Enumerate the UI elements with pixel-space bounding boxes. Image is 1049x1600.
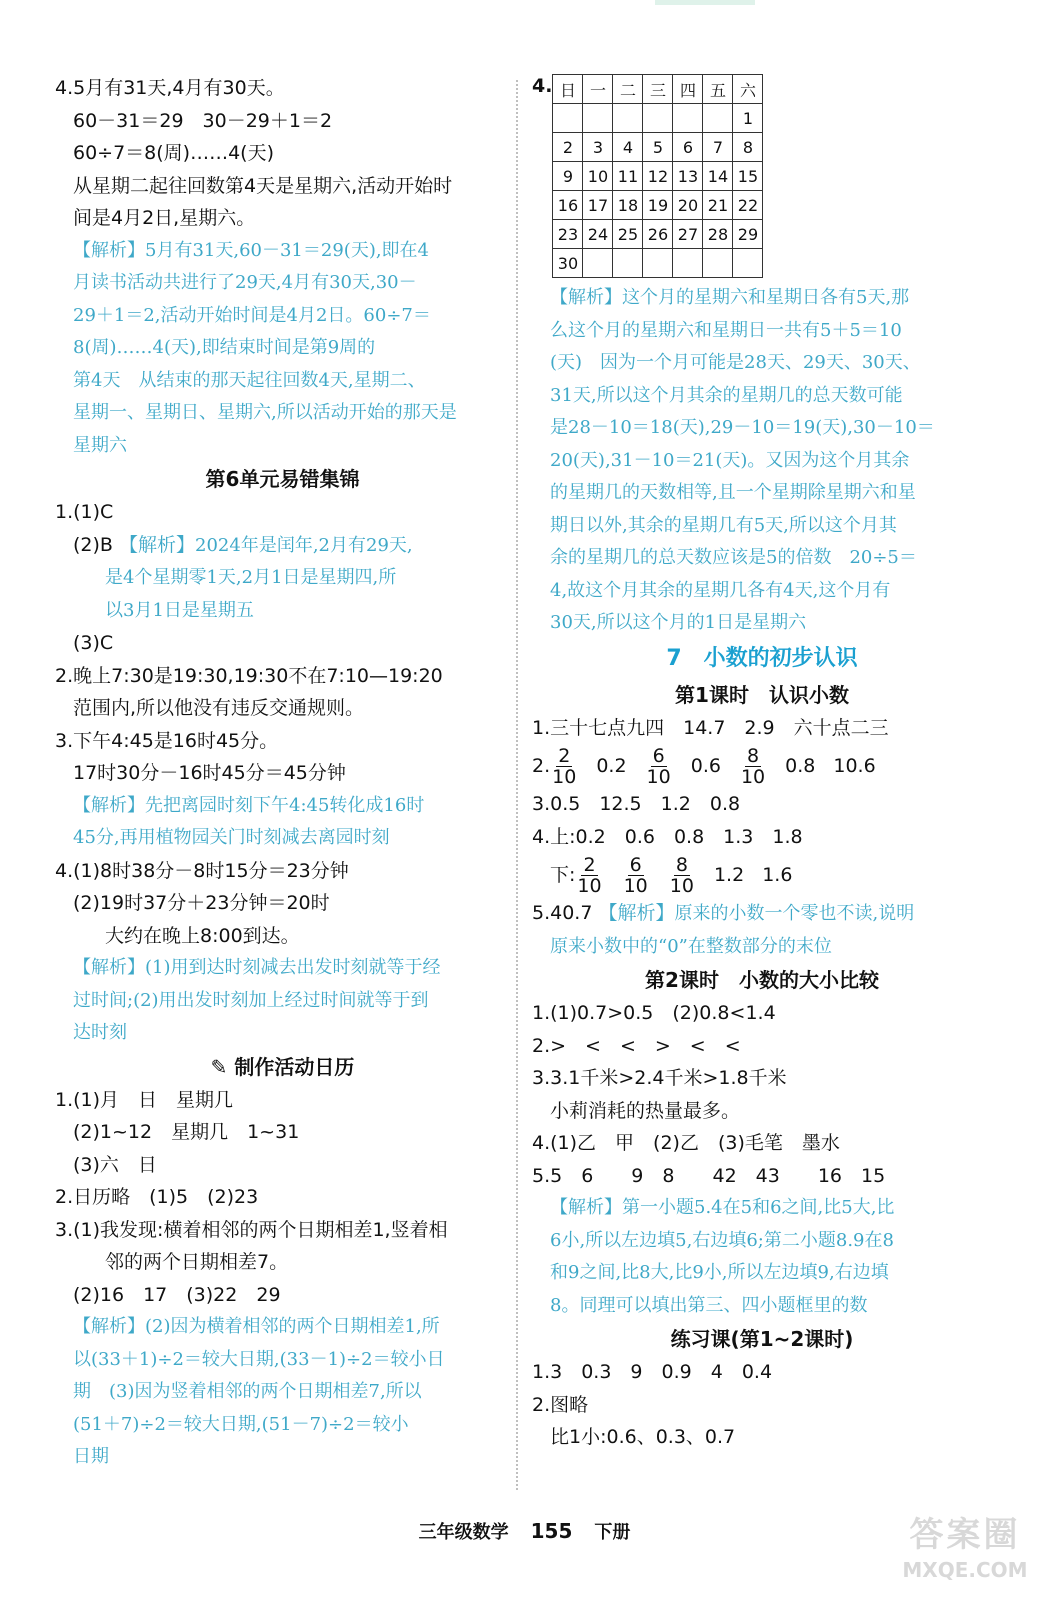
calendar-weekday-cell: 一: [583, 75, 613, 104]
calendar-table: [552, 74, 763, 278]
calendar-day-cell: 14: [703, 162, 733, 191]
answer-line: 3.0.5 12.5 1.2 0.8: [532, 793, 741, 815]
calendar-weekday-cell: 四: [673, 75, 703, 104]
explanation-tag: 【解析】: [119, 533, 196, 556]
calendar-day-cell: 9: [553, 162, 583, 191]
explanation-line: 以(33＋1)÷2＝较大日期,(33－1)÷2＝较小日: [73, 1348, 445, 1370]
calendar-day-cell: 13: [673, 162, 703, 191]
calendar-day-cell: [613, 249, 643, 278]
explanation-line: 以3月1日是星期五: [105, 599, 254, 621]
calendar-weekday-cell: 三: [643, 75, 673, 104]
decimal-value: 1.6: [762, 864, 793, 886]
explanation-line: 29＋1＝2,活动开始时间是4月2日。60÷7＝: [73, 304, 431, 326]
watermark-logo: [900, 1512, 1030, 1592]
calendar-weekday-cell: 二: [613, 75, 643, 104]
calendar-day-cell: [613, 104, 643, 133]
explanation-line: 期 (3)因为竖着相邻的两个日期相差7,所以: [73, 1381, 422, 1402]
answer-line: 比1小:0.6、0.3、0.7: [550, 1426, 736, 1448]
calendar-day-cell: [643, 249, 673, 278]
answer-line: 3.(1)我发现:横着相邻的两个日期相差1,竖着相: [55, 1218, 448, 1241]
answer-line: (2)19时37分＋23分钟＝20时: [73, 892, 330, 914]
calendar-day-cell: 30: [553, 249, 583, 278]
calendar-day-cell: 27: [673, 220, 703, 249]
explanation-line: 过时间;(2)用出发时刻加上经过时间就等于到: [73, 989, 429, 1011]
explanation-line: 日期: [73, 1446, 109, 1467]
answer-line: 大约在晚上8:00到达。: [105, 924, 300, 947]
fraction-answer-line: 下: $\frac{2}{10}$ $\frac{6}{10}$ $\frac{8}{10}$ 1.2 1.6: [550, 854, 793, 897]
explanation-line: 达时刻: [73, 1022, 127, 1043]
fraction: $\frac{6}{10}$: [623, 854, 648, 897]
calendar-day-cell: 21: [703, 191, 733, 220]
answer-line: (3)六 日: [73, 1153, 157, 1176]
answer-line: 1.三十七点九四 14.7 2.9 六十点二三: [532, 716, 889, 739]
answer-line: 2.晚上7:30是19:30,19:30不在7:10—19:20: [55, 664, 443, 687]
calendar-day-cell: 22: [733, 191, 763, 220]
calendar-row: [553, 133, 763, 162]
explanation-line: 20(天),31－10＝21(天)。又因为这个月其余: [550, 449, 910, 471]
footer-volume: 下册: [594, 1522, 631, 1543]
section-heading: ✎ 制作活动日历: [210, 1054, 355, 1079]
calendar-day-cell: [673, 104, 703, 133]
explanation-line: 8。同理可以填出第三、四小题框里的数: [550, 1294, 868, 1316]
calendar-day-cell: [553, 104, 583, 133]
explanation-line: 【解析】这个月的星期六和星期日各有5天,那: [550, 287, 910, 308]
right-column: [532, 72, 992, 1454]
answer-line: 4.5月有31天,4月有30天。: [55, 77, 285, 99]
answer-line: 4.(1)8时38分－8时15分＝23分钟: [55, 859, 349, 882]
explanation-line: 8(周)……4(天),即结束时间是第9周的: [73, 337, 376, 358]
explanation-line: 【解析】(2)因为横着相邻的两个日期相差1,所: [73, 1316, 440, 1337]
answer-line: (2)1~12 星期几 1~31: [73, 1121, 300, 1143]
calendar-header-row: [553, 75, 763, 104]
top-decoration: [655, 0, 755, 5]
decimal-value: 1.2: [713, 864, 745, 886]
answer-line: 17时30分－16时45分＝45分钟: [73, 762, 346, 784]
lesson-heading: 练习课(第1~2课时): [670, 1327, 854, 1351]
answer-line: 间是4月2日,星期六。: [73, 207, 256, 229]
calendar-day-cell: 3: [583, 133, 613, 162]
explanation-line: 期日以外,其余的星期几有5天,所以这个月其: [550, 514, 897, 536]
decimal-value: 0.2: [596, 755, 627, 777]
question-number: 4.: [532, 75, 553, 97]
calendar-block: [532, 72, 992, 282]
calendar-day-cell: 5: [643, 133, 673, 162]
calendar-day-cell: [643, 104, 673, 133]
answer-line: 5.40.7 【解析】原来的小数一个零也不读,说明: [532, 902, 915, 924]
calendar-day-cell: 19: [643, 191, 673, 220]
answer-line: 4.上:0.2 0.6 0.8 1.3 1.8: [532, 825, 803, 848]
calendar-day-cell: 8: [733, 133, 763, 162]
explanation-line: 30天,所以这个月的1日是星期六: [550, 612, 807, 633]
lesson-heading: 第2课时 小数的大小比较: [645, 968, 879, 992]
calendar-day-cell: 23: [553, 220, 583, 249]
explanation-line: 和9之间,比8大,比9小,所以左边填9,右边填: [550, 1262, 889, 1283]
explanation-line: (天) 因为一个月可能是28天、29天、30天、: [550, 352, 921, 373]
explanation-line: 4,故这个月其余的星期几各有4天,这个月有: [550, 579, 891, 601]
answer-line: 4.(1)乙 甲 (2)乙 (3)毛笔 墨水: [532, 1132, 840, 1154]
calendar-row: [553, 191, 763, 220]
fraction: $\frac{8}{10}$: [669, 854, 694, 897]
explanation-tag: 【解析】: [598, 902, 675, 924]
answer-line: 1.(1)C: [55, 501, 114, 523]
answer-line: (2)16 17 (3)22 29: [73, 1283, 281, 1306]
decimal-value: 0.6: [690, 755, 721, 777]
lesson-heading: 第1课时 认识小数: [675, 682, 849, 707]
explanation-line: 月读书活动共进行了29天,4月有30天,30－: [73, 272, 417, 293]
answer-line: 小莉消耗的热量最多。: [550, 1099, 741, 1122]
page-footer: [0, 1518, 1049, 1544]
explanation-line: 余的星期几的总天数应该是5的倍数 20÷5＝: [550, 547, 917, 568]
calendar-day-cell: 7: [703, 133, 733, 162]
answer-line: 5.5 6 9 8 42 43 16 15: [532, 1164, 886, 1187]
answer-line: (2)B 【解析】2024年是闰年,2月有29天,: [73, 533, 413, 556]
fraction: $\frac{8}{10}$: [740, 745, 766, 788]
calendar-row: [553, 162, 763, 191]
calendar-day-cell: 4: [613, 133, 643, 162]
explanation-tag: 【解析】: [73, 1316, 145, 1337]
answer-line: 3.下午4:45是16时45分。: [55, 729, 279, 752]
calendar-day-cell: 10: [583, 162, 613, 191]
calendar-day-cell: 29: [733, 220, 763, 249]
decimal-value: 10.6: [833, 755, 876, 777]
calendar-day-cell: 28: [703, 220, 733, 249]
answer-line: 邻的两个日期相差7。: [105, 1251, 289, 1273]
explanation-line: 【解析】先把离园时刻下午4:45转化成16时: [73, 794, 425, 816]
fraction-answer-line: 2. $\frac{2}{10}$ 0.2 $\frac{6}{10}$ 0.6 $\frac{8}{10}$ 0.8 10.6: [532, 745, 876, 788]
answer-line: 从星期二起往回数第4天是星期六,活动开始时: [73, 174, 453, 197]
fraction: $\frac{2}{10}$: [577, 854, 602, 897]
explanation-tag: 【解析】: [550, 1197, 622, 1218]
explanation-line: 原来小数中的“0”在整数部分的末位: [550, 935, 832, 957]
answer-line: (3)C: [73, 632, 114, 654]
explanation-tag: 【解析】: [550, 287, 622, 308]
watermark-text: 答案圈: [909, 1515, 1021, 1555]
explanation-line: 31天,所以这个月其余的星期几的总天数可能: [550, 384, 903, 406]
explanation-line: 第4天 从结束的那天起往回数4天,星期二、: [73, 369, 426, 391]
explanation-line: 【解析】第一小题5.4在5和6之间,比5大,比: [550, 1197, 895, 1218]
decimal-value: 0.8: [785, 755, 816, 777]
calendar-day-cell: [583, 249, 613, 278]
explanation-line: 是4个星期零1天,2月1日是星期四,所: [105, 567, 397, 588]
explanation-line: 6小,所以左边填5,右边填6;第二小题8.9在8: [550, 1229, 894, 1251]
explanation-line: 45分,再用植物园关门时刻减去离园时刻: [73, 827, 390, 848]
calendar-weekday-cell: 六: [733, 75, 763, 104]
calendar-row: [553, 104, 763, 133]
explanation-line: 的星期几的天数相等,且一个星期除星期六和星: [550, 482, 916, 503]
unit-heading: 7 小数的初步认识: [666, 645, 858, 671]
explanation-tag: 【解析】: [73, 239, 145, 261]
calendar-day-cell: 15: [733, 162, 763, 191]
calendar-day-cell: [673, 249, 703, 278]
calendar-weekday-cell: 日: [553, 75, 583, 104]
answer-line: 2.图略: [532, 1393, 589, 1416]
calendar-day-cell: 24: [583, 220, 613, 249]
calendar-day-cell: 11: [613, 162, 643, 191]
answer-line: 60÷7＝8(周)……4(天): [73, 142, 275, 164]
calendar-day-cell: 12: [643, 162, 673, 191]
calendar-weekday-cell: 五: [703, 75, 733, 104]
calendar-day-cell: 17: [583, 191, 613, 220]
left-column: [55, 72, 510, 1474]
answer-line: 1.(1)0.7>0.5 (2)0.8<1.4: [532, 1002, 776, 1024]
column-divider: [516, 80, 518, 1490]
explanation-line: 是28－10＝18(天),29－10＝19(天),30－10＝: [550, 417, 935, 438]
explanation-tag: 【解析】: [73, 794, 145, 816]
explanation-line: 【解析】5月有31天,60－31＝29(天),即在4: [73, 239, 430, 261]
calendar-day-cell: [703, 249, 733, 278]
calendar-day-cell: 18: [613, 191, 643, 220]
explanation-line: 么这个月的星期六和星期日一共有5＋5＝10: [550, 319, 902, 341]
fraction: $\frac{2}{10}$: [552, 745, 577, 788]
explanation-line: 【解析】(1)用到达时刻减去出发时刻就等于经: [73, 957, 441, 978]
calendar-day-cell: [583, 104, 613, 133]
explanation-tag: 【解析】: [73, 957, 145, 978]
explanation-line: 星期一、星期日、星期六,所以活动开始的那天是: [73, 402, 457, 423]
calendar-day-cell: [703, 104, 733, 133]
fraction: $\frac{6}{10}$: [646, 745, 671, 788]
answer-line: 范围内,所以他没有违反交通规则。: [73, 697, 365, 719]
answer-line: 2.日历略 (1)5 (2)23: [55, 1186, 259, 1208]
answer-line: 2.> < < > < <: [532, 1034, 741, 1057]
calendar-day-cell: 1: [733, 104, 763, 133]
calendar-day-cell: 16: [553, 191, 583, 220]
page-number: 155: [530, 1519, 573, 1543]
section-heading: 第6单元易错集锦: [205, 467, 360, 491]
calendar-row: [553, 220, 763, 249]
calendar-day-cell: 6: [673, 133, 703, 162]
calendar-day-cell: 26: [643, 220, 673, 249]
explanation-line: (51＋7)÷2＝较大日期,(51－7)÷2＝较小: [73, 1413, 409, 1435]
calendar-day-cell: [733, 249, 763, 278]
explanation-line: 星期六: [73, 434, 127, 456]
footer-grade: 三年级数学: [418, 1522, 509, 1543]
calendar-row: [553, 249, 763, 278]
answer-line: 1.3 0.3 9 0.9 4 0.4: [532, 1361, 773, 1383]
answer-line: 1.(1)月 日 星期几: [55, 1088, 234, 1111]
watermark-url: MXQE.COM: [902, 1558, 1028, 1582]
answer-line: 3.3.1千米>2.4千米>1.8千米: [532, 1067, 787, 1089]
calendar-day-cell: 25: [613, 220, 643, 249]
calendar-day-cell: 2: [553, 133, 583, 162]
calendar-day-cell: 20: [673, 191, 703, 220]
answer-line: 60－31＝29 30－29＋1＝2: [73, 109, 333, 132]
